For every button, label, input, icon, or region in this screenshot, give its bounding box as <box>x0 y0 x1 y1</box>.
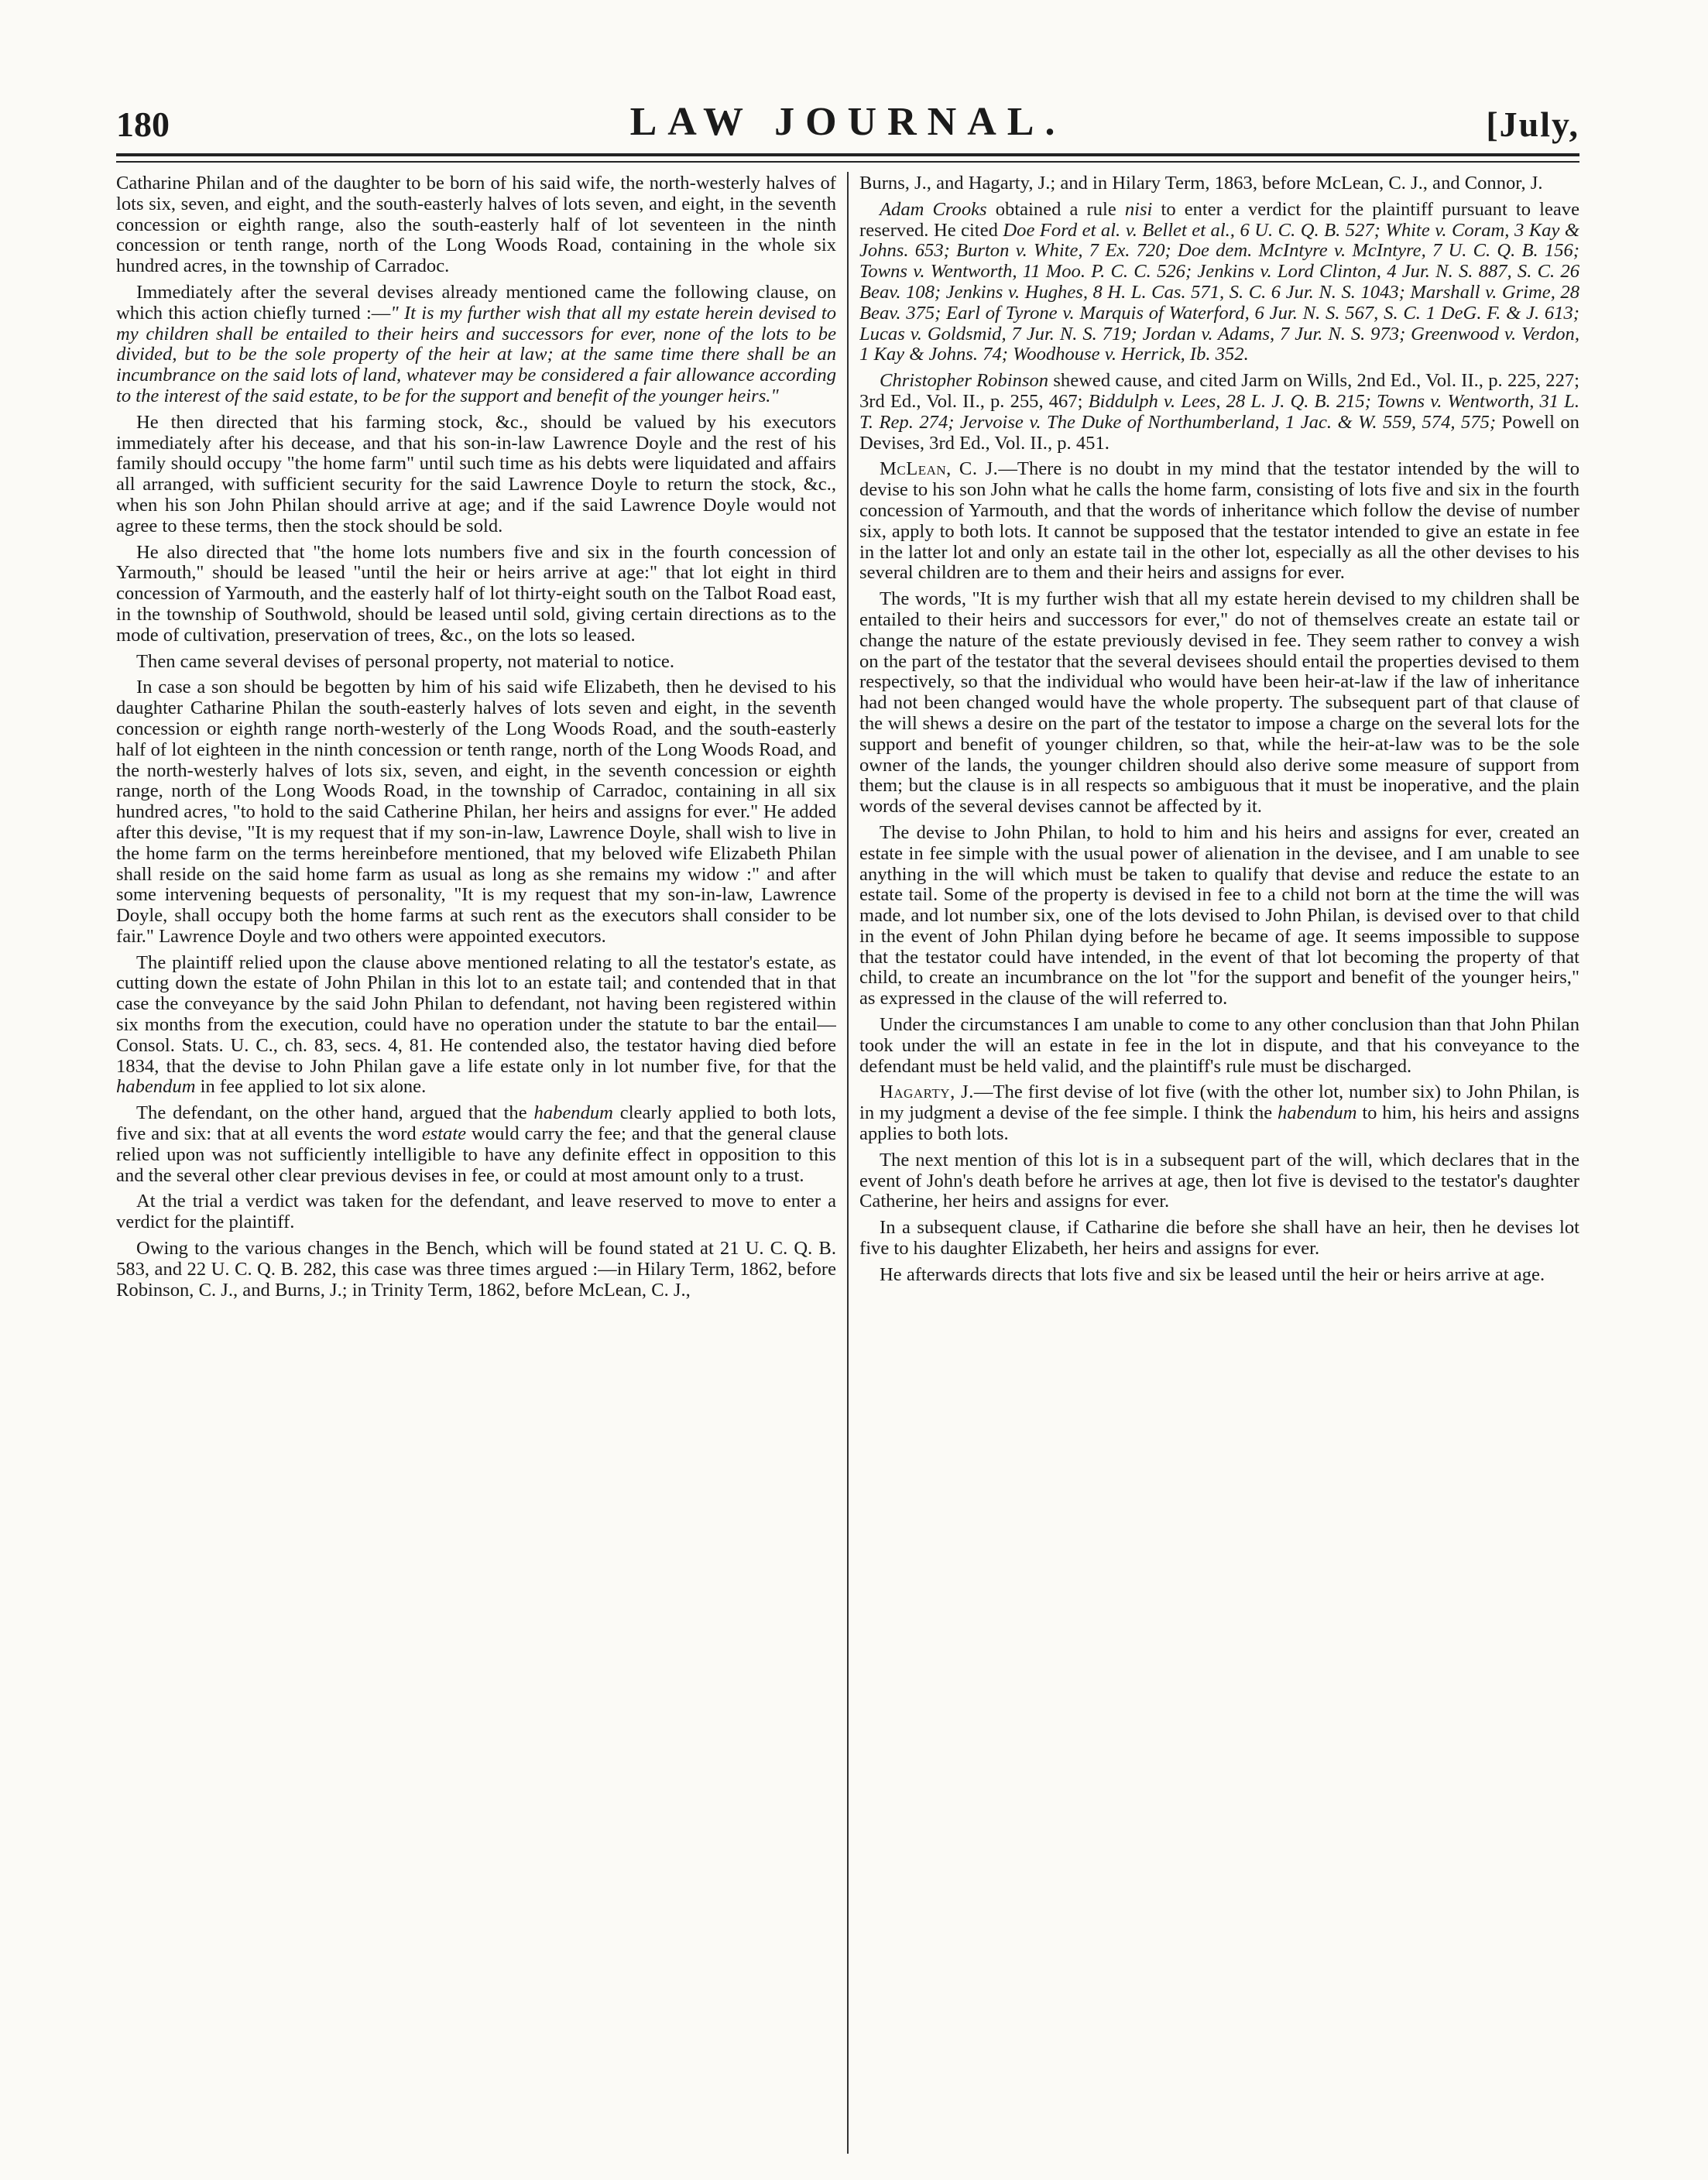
paragraph: At the trial a verdict was taken for the defendant, and leave reserved to move to enter a verdict for the plaintiff. <box>116 1191 836 1233</box>
page-number: 180 <box>116 105 170 144</box>
paragraph: Then came several devises of personal property, not material to notice. <box>136 650 674 672</box>
column-divider <box>847 172 849 2154</box>
header-month: [July, <box>1486 105 1579 144</box>
paragraph: McLean, C. J.—There is no doubt in my mind that the testator intended by the will to devise to his son John what he calls the home farm, consisting of lots five and six in the fourth concession of Yarmouth, and that the words of inheritance which follow the devise of number six, apply to both lots. It cannot be supposed that the testator intended to give an estate in fee in the latter lot and only an estate tail in the other lot, especially as all the other devises to his several children are to them and their heirs and assigns for ever. <box>859 458 1579 584</box>
paragraph: The words, "It is my further wish that all my estate herein devised to my children shall be entailed to their heirs and successors for ever," do not of themselves create an estate tail or change the nature of the estate previously devised in fee. They seem rather to convey a wish on the part of the testator that the several devisees should entail the properties devised to them respectively, so that the individual who would have been heir-at-law if the law of inheritance had not been changed would have the whole property. The subsequent part of that clause of the will shews a desire on the part of the testator to impose a charge on the several lots for the support and benefit of younger children, so that, while the heir-at-law was to be the sole owner of the lands, the younger children should also derive some measure of support from them; but the clause is in all respects so ambiguous that it must be inoperative, and the plain words of the several devises cannot be affected by it. <box>859 588 1579 818</box>
quoted-clause: " It is my further wish that all my estate herein devised to my children shall be entailed to their heirs and successors for ever, none of the lots to be divided, but to be the sole property of the heir at law; at the same time there shall be an incumbrance on the said lots of land, whatever may be considered a fair allowance according to the interest of the said estate, to be for the support and benefit of the younger heirs." <box>116 302 836 406</box>
paragraph: In a subsequent clause, if Catharine die before she shall have an heir, then he devises lot five to his daughter Elizabeth, her heirs and assigns for ever. <box>859 1217 1579 1260</box>
paragraph: Immediately after the several devises already mentioned came the following clause, on which this action chiefly turned :—" It is my further wish that all my estate herein devised to my children shall be entailed to their heirs and successors for ever, none of the lots to be divided, but to be the sole property of the heir at law; at the same time there shall be an incumbrance on the said lots of land, whatever may be considered a fair allowance according to the interest of the said estate, to be for the support and benefit of the younger heirs." <box>116 281 836 406</box>
case-citations: Doe Ford et al. v. Bellet et al., 6 U. C. Q. B. 527; White v. Coram, 3 Kay & Johns. 653; Burton v. White, 7 Ex. 720; Doe dem. McIntyre v. McIntyre, 7 U. C. Q. B. 156; Towns v. Wentworth, 11 Moo. P. C. C. 526; Jenkins v. Lord Clinton, 4 Jur. N. S. 887, S. C. 26 Beav. 108; Jenkins v. Hughes, 8 H. L. Cas. 571, S. C. 6 Jur. N. S. 1043; Marshall v. Grime, 28 Beav. 375; Earl of Tyrone v. Marquis of Waterford, 6 Jur. N. S. 567, S. C. 1 DeG. F. & J. 613; Lucas v. Goldsmid, 7 Jur. N. S. 719; Jordan v. Adams, 7 Jur. N. S. 973; Greenwood v. Verdon, 1 Kay & Johns. 74; Woodhouse v. Herrick, Ib. 352. <box>859 219 1579 365</box>
paragraph: Burns, J., and Hagarty, J.; and in Hilary Term, 1863, before McLean, C. J., and Connor, J. <box>859 173 1543 194</box>
judge-name: Hagarty, J. <box>880 1081 974 1103</box>
paragraph: The defendant, on the other hand, argued that the habendum clearly applied to both lots, five and six: that at all events the word estate would carry the fee; and that the general clause relied upon was not sufficiently intelligible to have any definite effect in opposition to this and the several other clear previous devises in fee, or could at most amount only to a trust. <box>116 1102 836 1186</box>
header-rule-thin <box>116 161 1579 163</box>
paragraph: He afterwards directs that lots five and six be leased until the heir or heirs arrive at age. <box>880 1263 1545 1285</box>
paragraph: Owing to the various changes in the Bench, which will be found stated at 21 U. C. Q. B. 583, and 22 U. C. Q. B. 282, this case was three times argued :—in Hilary Term, 1862, before Robinson, C. J., and Burns, J.; in Trinity Term, 1862, before McLean, C. J., <box>116 1238 836 1301</box>
left-column <box>116 173 836 2155</box>
paragraph: Catharine Philan and of the daughter to be born of his said wife, the north-westerly halves of lots six, seven, and eight, and the south-easterly halves of lots seven, and eight, in the seventh concession or eighth range, also the south-easterly half of lot seventeen in the ninth concession or tenth range, north of the Long Woods Road, containing in the whole six hundred acres, in the township of Carradoc. <box>116 173 836 277</box>
paragraph: He also directed that "the home lots numbers five and six in the fourth concession of Yarmouth," should be leased "until the heir or heirs arrive at age:" that lot eight in third concession of Yarmouth, and the easterly half of lot thirty-eight south on the Talbot Road east, in the township of Southwold, should be leased until sold, giving certain directions as to the mode of cultivation, preservation of trees, &c., on the lots so leased. <box>116 541 836 646</box>
paragraph: In case a son should be begotten by him of his said wife Elizabeth, then he devised to his daughter Catharine Philan the south-easterly halves of lots seven and eight, in the seventh concession or eighth range north-westerly of the Long Woods Road, and the south-easterly half of lot eighteen in the ninth concession or tenth range, north of the Long Woods Road, and the north-westerly halves of lots six, seven, and eight, in the seventh concession or eighth range, north of the Long Woods Road, in the township of Carradoc, containing in all six hundred acres, "to hold to the said Catherine Philan, her heirs and assigns for ever." He added after this devise, "It is my request that if my son-in-law, Lawrence Doyle, shall wish to live in the home farm on the terms hereinbefore mentioned, that my beloved wife Elizabeth Philan shall reside on the said home farm as usual as long as she remains my widow :" and after some intervening bequests of personality, "It is my request that my son-in-law, Lawrence Doyle, shall occupy both the home farms at such rent as the executors shall consider to be fair." Lawrence Doyle and two others were appointed executors. <box>116 677 836 947</box>
right-column <box>859 173 1579 2155</box>
header-rule-thick <box>116 153 1579 156</box>
paragraph: The plaintiff relied upon the clause above mentioned relating to all the testator's estate, as cutting down the estate of John Philan in this lot to an estate tail; and contended that in that case the conveyance by the said John Philan to defendant, not having been registered within six months from the execution, could have no operation under the statute to bar the entail—Consol. Stats. U. C., ch. 83, secs. 4, 81. He contended also, the testator having died before 1834, that the devise to John Philan gave a life estate only in lot number five, for that the habendum in fee applied to lot six alone. <box>116 951 836 1098</box>
page-header <box>116 99 1579 147</box>
journal-title: LAW JOURNAL. <box>629 100 1066 144</box>
paragraph: He then directed that his farming stock, &c., should be valued by his executors immediately after his decease, and that his son-in-law Lawrence Doyle and the rest of his family should occupy "the home farm" until such time as his debts were liquidated and affairs all arranged, with sufficient security for the said Lawrence Doyle to return the stock, &c., when his son John Philan should arrive at age; and if the said Lawrence Doyle would not agree to these terms, then the stock should be sold. <box>116 411 836 536</box>
paragraph: Adam Crooks obtained a rule nisi to enter a verdict for the plaintiff pursuant to leave reserved. He cited Doe Ford et al. v. Bellet et al., 6 U. C. Q. B. 527; White v. Coram, 3 Kay & Johns. 653; Burton v. White, 7 Ex. 720; Doe dem. McIntyre v. McIntyre, 7 U. C. Q. B. 156; Towns v. Wentworth, 11 Moo. P. C. C. 526; Jenkins v. Lord Clinton, 4 Jur. N. S. 887, S. C. 26 Beav. 108; Jenkins v. Hughes, 8 H. L. Cas. 571, S. C. 6 Jur. N. S. 1043; Marshall v. Grime, 28 Beav. 375; Earl of Tyrone v. Marquis of Waterford, 6 Jur. N. S. 567, S. C. 1 DeG. F. & J. 613; Lucas v. Goldsmid, 7 Jur. N. S. 719; Jordan v. Adams, 7 Jur. N. S. 973; Greenwood v. Verdon, 1 Kay & Johns. 74; Woodhouse v. Herrick, Ib. 352. <box>859 198 1579 365</box>
paragraph: The devise to John Philan, to hold to him and his heirs and assigns for ever, created an estate in fee simple with the usual power of alienation in the devisee, and I am unable to see anything in the will which must be taken to qualify that devise and reduce the estate to an estate tail. Some of the property is devised in fee to a child not born at the time the will was made, and lot number six, one of the lots devised to John Philan, is devised over to that child in the event of John Philan dying before he became of age. It seems impossible to suppose that the testator could have intended, in the event of that lot becoming the property of that child, to create an incumbrance on the lot "for the support and benefit of the younger heirs," as expressed in the clause of the will referred to. <box>859 821 1579 1009</box>
counsel-name: Christopher Robinson <box>880 370 1049 392</box>
paragraph: The next mention of this lot is in a subsequent part of the will, which declares that in the event of John's death before he arrives at age, then lot five is devised to the testator's daughter Catherine, her heirs and assigns for ever. <box>859 1149 1579 1212</box>
paragraph: Christopher Robinson shewed cause, and cited Jarm on Wills, 2nd Ed., Vol. II., p. 225, 227; 3rd Ed., Vol. II., p. 255, 467; Biddulph v. Lees, 28 L. J. Q. B. 215; Towns v. Wentworth, 31 L. T. Rep. 274; Jervoise v. The Duke of Northumberland, 1 Jac. & W. 559, 574, 575; Powell on Devises, 3rd Ed., Vol. II., p. 451. <box>859 370 1579 454</box>
judge-name: McLean, C. J. <box>880 458 999 480</box>
paragraph: Under the circumstances I am unable to come to any other conclusion than that John Philan took under the will an estate in fee in the lot in dispute, and that his conveyance to the defendant must be held valid, and the plaintiff's rule must be discharged. <box>859 1014 1579 1077</box>
counsel-name: Adam Crooks <box>880 198 987 220</box>
paragraph: Hagarty, J.—The first devise of lot five (with the other lot, number six) to John Philan, is in my judgment a devise of the fee simple. I think the habendum to him, his heirs and assigns applies to both lots. <box>859 1081 1579 1145</box>
case-citations: Biddulph v. Lees, 28 L. J. Q. B. 215; Towns v. Wentworth, 31 L. T. Rep. 274; Jervoise v. The Duke of Northumberland, 1 Jac. & W. 559, 574, 575; <box>859 390 1579 433</box>
